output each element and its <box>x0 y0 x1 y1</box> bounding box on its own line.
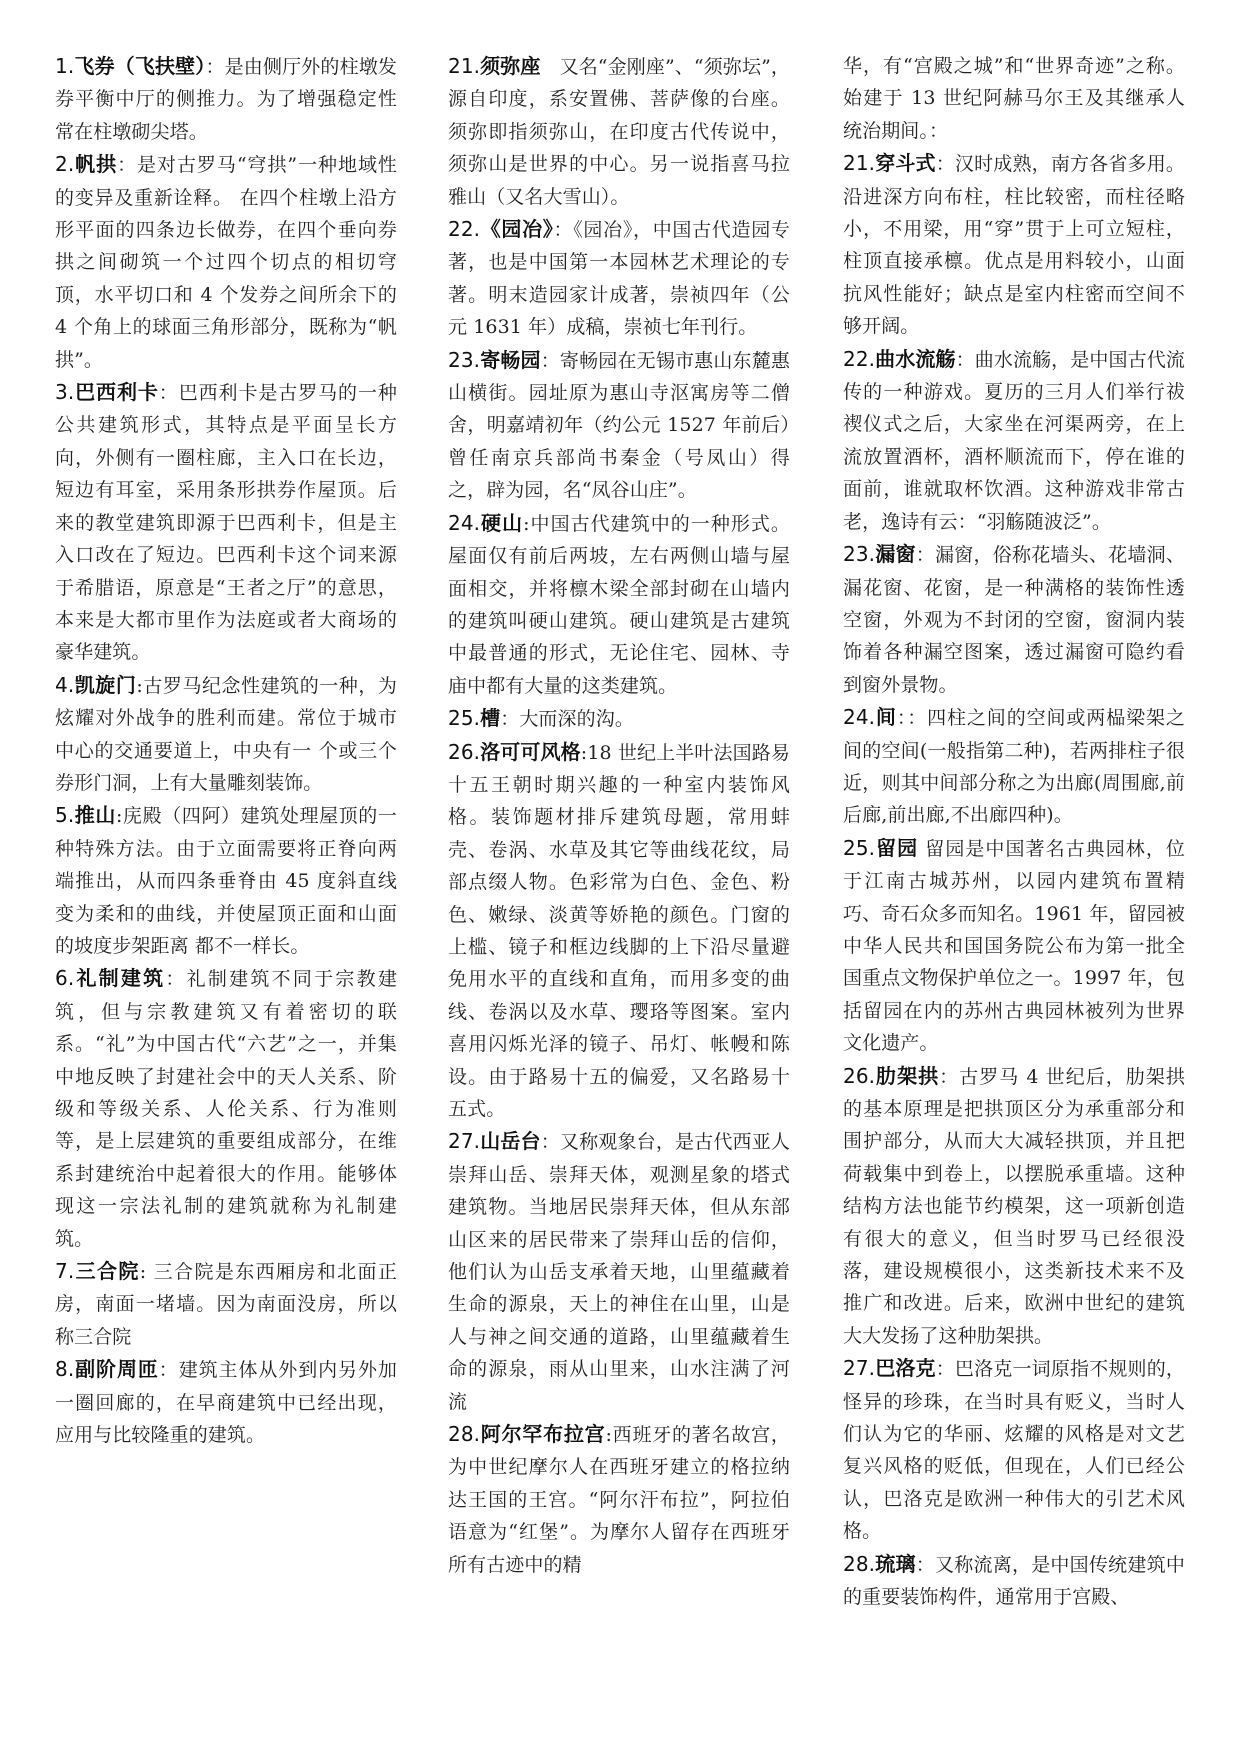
entry-term: 须弥座 <box>480 54 541 78</box>
entry-separator: ： <box>896 707 908 730</box>
glossary-entry <box>448 213 790 344</box>
glossary-entry <box>843 343 1185 538</box>
entry-term: 间 <box>875 705 897 730</box>
entry-term: 槽 <box>480 706 501 731</box>
column-3 <box>843 50 1185 1614</box>
entry-separator: ： <box>915 1553 935 1576</box>
entry-definition: 礼制建筑不同于宗教建筑，但与宗教建筑又有着密切的联系。“礼”为中国古代“六艺”之一，并集中地反映了封建社会中的天人关系、阶级和等级关系、人伦关系、行为准则等，是上层建筑的重要组成部分，在维系封建统治中起着很大的作用。能够体现这一宗法礼制的建筑就称为礼制建筑。 <box>55 968 397 1250</box>
entry-separator: ： <box>165 968 187 991</box>
entry-term: 留园 <box>875 835 919 860</box>
entry-separator: ： <box>540 1131 560 1154</box>
entry-term: 帆拱 <box>74 152 118 177</box>
entry-separator: : <box>116 805 123 828</box>
glossary-entry <box>55 1353 397 1451</box>
glossary-entry <box>843 50 1185 147</box>
glossary-entry <box>448 344 790 507</box>
entry-definition: 华，有“宫殿之城”和“世界奇迹”之称。始建于 13 世纪阿赫马尔王及其继承人统治期间。： <box>843 55 1185 142</box>
entry-definition: 古罗马纪念性建筑的一种，为炫耀对外战争的胜利而建。常位于城市中心的交通要道上，中央有一 个或三个券形门洞，上有大量雕刻装饰。 <box>55 674 397 794</box>
entry-number: 26. <box>843 1063 876 1088</box>
glossary-entry <box>55 1255 397 1353</box>
entry-number: 26. <box>448 739 481 764</box>
entry-number: 27. <box>448 1129 481 1154</box>
glossary-entry <box>55 148 397 376</box>
entry-definition: 曲水流觞，是中国古代流传的一种游戏。夏历的三月人们举行祓禊仪式之后，大家坐在河渠两旁，在上流放置酒杯，酒杯顺流而下，停在谁的面前，谁就取杯饮酒。这种游戏非常古老，逸诗有云：“羽觞随波泛”。 <box>843 348 1185 533</box>
entry-definition: 建筑主体从外到内另外加一圈回廊的，在早商建筑中已经出现，应用与比较隆重的建筑。 <box>55 1359 397 1447</box>
entry-number: 2. <box>55 152 75 177</box>
column-1 <box>55 50 397 1451</box>
glossary-entry <box>448 736 790 1126</box>
glossary-entry <box>55 799 397 962</box>
entry-number: 24. <box>843 705 876 730</box>
entry-term: 硬山 <box>480 510 524 535</box>
entry-term: 寄畅园 <box>480 347 541 372</box>
entry-definition: 三合院是东西厢房和北面正房，南面一堵墙。因为南面没房，所以称三合院 <box>55 1261 397 1348</box>
glossary-entry <box>843 832 1185 1060</box>
entry-separator: ： <box>935 1358 955 1381</box>
entry-definition: 是由侧厅外的柱墩发券平衡中厅的侧推力。为了增强稳定性常在柱墩砌尖塔。 <box>55 56 398 143</box>
entry-term: 三合院 <box>74 1259 140 1284</box>
entry-separator: ： <box>955 348 975 371</box>
entry-definition: 18 世纪上半叶法国路易十五王朝时期兴趣的一种室内装饰风格。装饰题材排斥建筑母题，常用蚌壳、卷涡、水草及其它等曲线花纹，局部点缀人物。色彩常为白色、金色、粉色、嫩绿、淡黄等娇艳的颜色。门窗的上槛、镜子和框边线脚的上下沿尽量避免用水平的直线和直角，而用多变的曲线、卷涡以及水草、璎珞等图案。室内喜用闪烁光泽的镜子、吊灯、帐幔和陈设。由于路易十五的偏爱，又名路易十五式。 <box>448 741 791 1120</box>
entry-definition: 汉时成熟，南方各省多用。沿进深方向布柱，柱比较密，而柱径略小，不用梁，用“穿”贯于上可立短柱，柱顶直接承檩。优点是用料较小，山面抗风性能好；缺点是室内柱密而空间不够开阔。 <box>843 153 1185 338</box>
entry-separator: ： <box>540 349 560 372</box>
glossary-entry <box>843 538 1185 701</box>
entry-number: 28. <box>843 1551 876 1576</box>
entry-separator: : <box>136 674 143 697</box>
entry-number: 4. <box>55 672 75 697</box>
entry-separator: ： <box>117 154 138 177</box>
glossary-entry <box>448 1125 790 1418</box>
entry-definition: 留园是中国著名古典园林，位于江南古城苏州，以园内建筑布置精巧、奇石众多而知名。1961 年，留园被中华人民共和国国务院公布为第一批全国重点文物保护单位之一。1997 年，包括留园在内的苏州古典园林被列为世界文化遗产。 <box>843 837 1185 1055</box>
entry-definition: 是对古罗马“穹拱”一种地域性的变异及重新诠释。 在四个柱墩上沿方形平面的四条边长做券，在四个垂向券拱之间砌筑一个过四个切点的相切穹顶，水平切口和 4 个发券之间所余下的 4 个角上的球面三角形部分，既称为“帆拱”。 <box>55 154 398 371</box>
entry-term: 穿斗式 <box>875 151 936 176</box>
entry-term: 琉璃 <box>875 1551 916 1576</box>
entry-term: 肋架拱 <box>875 1063 940 1088</box>
entry-separator: ： <box>500 708 520 731</box>
glossary-entry <box>448 507 790 702</box>
glossary-entry <box>843 1060 1185 1353</box>
entry-definition: 漏窗，俗称花墙头、花墙洞、漏花窗、花窗，是一种满格的装饰性透空窗，外观为不封闭的空窗，窗洞内装饰着各种漏空图案，透过漏窗可隐约看到窗外景物。 <box>843 544 1185 696</box>
entry-separator: ： <box>915 544 935 567</box>
glossary-entry <box>843 1548 1185 1614</box>
entry-number: 8. <box>55 1357 75 1382</box>
glossary-entry <box>843 147 1185 342</box>
glossary-entry <box>55 50 397 148</box>
glossary-entry <box>55 962 397 1255</box>
entry-definition: 古罗马 4 世纪后，肋架拱的基本原理是把拱顶区分为承重部分和围护部分，从而大大减轻拱顶，并且把荷载集中到卷上，以摆脱承重墙。这种结构方法也能节约模架，这一项新创造有很大的意义，但当时罗马已经很没落，建设规模很小，这类新技术来不及推广和改进。后来，欧洲中世纪的建筑大大发扬了这种肋架拱。 <box>843 1065 1185 1347</box>
glossary-entry <box>448 1418 790 1581</box>
glossary-entry <box>448 702 790 735</box>
entry-number: 22. <box>843 346 876 371</box>
entry-definition: 又名“金刚座”、“须弥坛”，源自印度，系安置佛、菩萨像的台座。须弥即指须弥山，在印度古代传说中，须弥山是世界的中心。另一说指喜马拉雅山（又名大雪山）。 <box>448 56 790 208</box>
entry-definition: 又称流离，是中国传统建筑中的重要装饰构件，通常用于宫殿、 <box>843 1553 1185 1609</box>
entry-separator: ： <box>205 56 225 78</box>
entry-separator: : <box>139 1261 147 1284</box>
entry-definition: 大而深的沟。 <box>519 708 634 731</box>
entry-definition: 《园冶》，中国古代造园专著，也是中国第一本园林艺术理论的专著。明末造园家计成著，崇祯四年（公元 1631 年）成稿，崇祯七年刊行。 <box>448 219 791 339</box>
column-2 <box>448 50 790 1581</box>
entry-number: 24. <box>448 510 481 535</box>
entry-definition: 巴洛克一词原指不规则的，怪异的珍珠，在当时具有贬义，当时人们认为它的华丽、炫耀的风格是对文艺复兴风格的贬低，但现在，人们已经公认，巴洛克是欧洲一种伟大的引艺术风格。 <box>843 1358 1185 1543</box>
entry-number: 7. <box>55 1259 75 1284</box>
entry-definition: 寄畅园在无锡市惠山东麓惠山横街。园址原为惠山寺沤寓房等二僧舍，明嘉靖初年（约公元 1527 年前后）曾任南京兵部尚书秦金（号凤山）得之，辟为园，名“凤谷山庄”。 <box>448 349 790 502</box>
entry-number: 23. <box>448 347 481 372</box>
entry-number: 1. <box>55 54 75 78</box>
entry-definition: ：四柱之间的空间或两榀梁架之间的空间(一般指第二种)，若两排柱子很近，则其中间部分称之为出廊(周围廊,前后廊,前出廊,不出廊四种)。 <box>843 707 1185 827</box>
entry-term: 推山 <box>74 803 117 828</box>
entry-number: 25. <box>843 835 876 860</box>
entry-term: 洛可可风格 <box>480 739 581 764</box>
entry-separator: : <box>605 1424 612 1447</box>
entry-term: 巴洛克 <box>875 1356 936 1381</box>
entry-number: 23. <box>843 542 876 567</box>
glossary-entry <box>55 376 397 669</box>
entry-separator: ： <box>158 382 179 405</box>
entry-separator: ： <box>158 1359 179 1382</box>
entry-definition: 西班牙的著名故宫，为中世纪摩尔人在西班牙建立的格拉纳达王国的王宫。“阿尔汗布拉”，阿拉伯语意为“红堡”。为摩尔人留存在西班牙所有古迹中的精 <box>448 1424 790 1576</box>
entry-number: 6. <box>55 966 75 991</box>
entry-term: 漏窗 <box>875 542 916 567</box>
entry-term: 山岳台 <box>480 1129 541 1154</box>
entry-term: 《园冶》 <box>480 217 554 242</box>
entry-separator: : <box>580 741 588 764</box>
entry-separator: ： <box>935 153 955 176</box>
entry-number: 21. <box>843 151 876 176</box>
entry-number: 27. <box>843 1356 876 1381</box>
entry-separator: : <box>523 512 530 535</box>
entry-separator: ： <box>939 1065 960 1088</box>
entry-term: 飞券（飞扶壁） <box>74 54 206 78</box>
entry-definition: 巴西利卡是古罗马的一种公共建筑形式，其特点是平面呈长方向，外侧有一圈柱廊，主入口在长边，短边有耳室，采用条形拱券作屋顶。后来的教堂建筑即源于巴西利卡，但是主入口改在了短边。巴西利卡这个词来源于希腊语，原意是“王者之厅”的意思，本来是大都市里作为法庭或者大商场的豪华建筑。 <box>55 382 397 664</box>
entry-term: 巴西利卡 <box>74 380 159 405</box>
entry-term: 礼制建筑 <box>74 966 166 991</box>
entry-term: 副阶周匝 <box>74 1357 159 1382</box>
entry-term: 凯旋门 <box>74 672 137 697</box>
glossary-entry <box>448 50 790 213</box>
entry-number: 5. <box>55 803 75 828</box>
glossary-entry <box>55 669 397 800</box>
glossary-entry <box>843 701 1185 832</box>
entry-number: 28. <box>448 1422 481 1447</box>
entry-definition: 庑殿（四阿）建筑处理屋顶的一种特殊方法。由于立面需要将正脊向两端推出，从而四条垂脊由 45 度斜直线变为柔和的曲线，并使屋顶正面和山面的坡度步架距离 都不一样长。 <box>55 805 397 957</box>
entry-term: 阿尔罕布拉宫 <box>480 1422 606 1447</box>
entry-separator: ： <box>553 219 574 242</box>
glossary-entry <box>843 1352 1185 1547</box>
entry-number: 22. <box>448 217 481 242</box>
entry-number: 3. <box>55 380 75 405</box>
entry-definition: 中国古代建筑中的一种形式。屋面仅有前后两坡，左右两侧山墙与屋面相交，并将檩木梁全部封砌在山墙内的建筑叫硬山建筑。硬山建筑是古建筑中最普通的形式，无论住宅、园林、寺庙中都有大量的这类建筑。 <box>448 512 790 697</box>
entry-term: 曲水流觞 <box>875 346 956 371</box>
entry-number: 21. <box>448 54 481 78</box>
entry-number: 25. <box>448 706 481 731</box>
entry-definition: 又称观象台，是古代西亚人崇拜山岳、崇拜天体，观测星象的塔式建筑物。当地居民崇拜天体，但从东部山区来的居民带来了崇拜山岳的信仰，他们认为山岳支承着天地，山里蕴藏着生命的源泉，天上的神住在山里，山是人与神之间交通的道路，山里蕴藏着生命的源泉，雨从山里来，山水注满了河流 <box>448 1131 790 1413</box>
